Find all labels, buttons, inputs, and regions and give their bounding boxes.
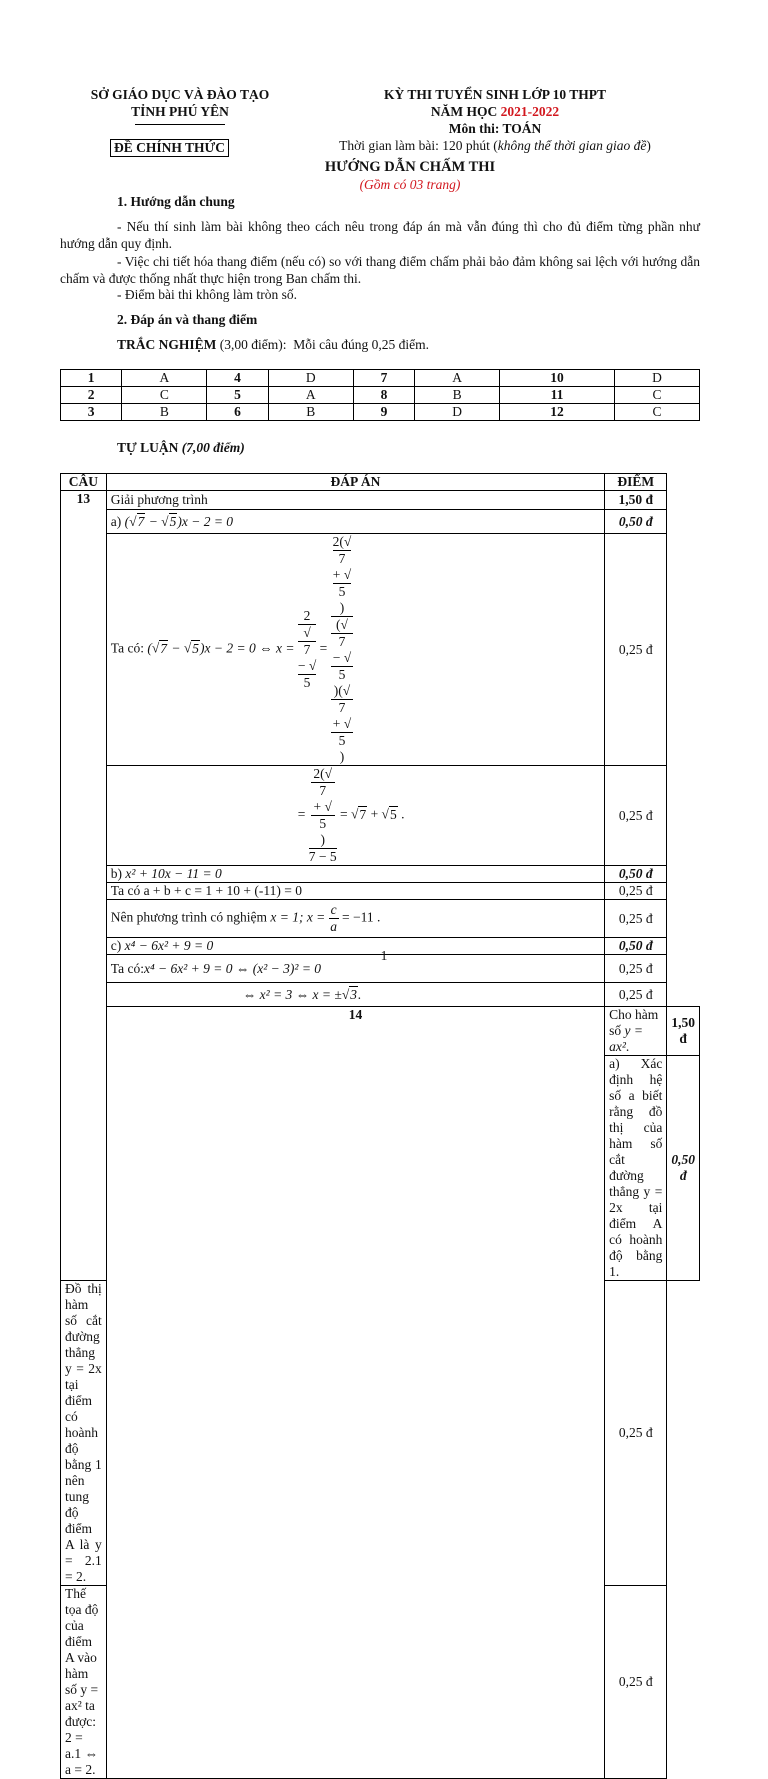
general-rule-3: - Điểm bài thi không làm tròn số. [117,287,297,302]
answers-heading: 2. Đáp án và thang điểm [117,312,258,327]
exam-title: KỲ THI TUYỂN SINH LỚP 10 THPT [383,87,607,102]
page-number: 1 [380,948,388,963]
table-row [61,1007,700,1056]
exam-time-note: không thể thời gian giao đề [497,138,647,153]
q13b-equation: b) x² + 10x − 11 = 0 [106,866,604,883]
exam-time [290,138,700,154]
mc-question-number: 3 [61,404,122,421]
table-row [61,534,700,766]
q13b-step-2-points: 0,25 đ [605,900,667,938]
question-13-number: 13 [61,491,107,1281]
q13c-step-1: Ta có:x⁴ − 6x² + 9 = 0 ⇔ (x² − 3)² = 0 [106,955,604,983]
mc-answer: C [122,387,207,404]
q14-points: 1,50 đ [667,1007,700,1056]
col-answer: ĐÁP ÁN [106,474,604,491]
table-row [61,866,700,883]
col-question: CÂU [61,474,107,491]
q13c-step-2-points: 0,25 đ [605,983,667,1007]
school-year-label: NĂM HỌC [430,104,498,119]
q14a-step-2: Thế tọa độ của điểm A vào hàm số y = ax² ta được: 2 = a.1 ⇔ a = 2. [61,1586,107,1779]
mc-question-number: 4 [207,370,268,387]
province-name: TỈNH PHÚ YÊN [131,104,229,119]
mc-answer-table [60,369,700,421]
mc-answer: A [415,370,500,387]
mc-question-number: 11 [500,387,615,404]
q14-title: Cho hàm số y = ax². [605,1007,667,1056]
mc-answer: C [614,404,699,421]
q13a-step-2-points: 0,25 đ [605,766,667,866]
essay-header-row [61,474,700,491]
essay-line [117,440,245,456]
col-points: ĐIỂM [605,474,667,491]
q13b-step-1: Ta có a + b + c = 1 + 10 + (-11) = 0 [106,883,604,900]
table-row [61,900,700,938]
school-year-value: 2021-2022 [500,104,560,119]
mc-row [61,370,700,387]
pages-note: (Gồm có 03 trang) [359,177,461,192]
q13c-points: 0,50 đ [605,938,667,955]
mc-question-number: 6 [207,404,268,421]
mc-question-number: 2 [61,387,122,404]
mc-answer: C [614,387,699,404]
mc-answer: B [268,404,353,421]
header-divider [135,124,225,125]
mc-question-number: 10 [500,370,615,387]
essay-answer-table [60,473,700,1779]
table-row [61,883,700,900]
q13a-step-1-points: 0,25 đ [605,534,667,766]
q13c-equation: c) x⁴ − 6x² + 9 = 0 [106,938,604,955]
exam-time-suffix: ) [646,138,651,153]
mc-row [61,404,700,421]
mc-row [61,387,700,404]
q13a-equation: a) (√7 − √5)x − 2 = 0 [106,510,604,534]
mc-answer: D [415,404,500,421]
essay-points: (7,00 điểm) [181,440,245,455]
guide-title: HƯỚNG DẪN CHẤM THI [324,159,496,175]
mc-line [117,337,429,353]
mc-answer: B [415,387,500,404]
mc-answer: D [614,370,699,387]
q14a-step-1-points: 0,25 đ [605,1281,667,1586]
question-14-number: 14 [106,1007,604,1779]
mc-points: (3,00 điểm): [219,337,287,352]
q13b-step-2: Nên phương trình có nghiệm x = 1; x = $\frac{c}{a}$ = −11 . [106,900,604,938]
q14a-points: 0,50 đ [667,1056,700,1281]
mc-answer: A [268,387,353,404]
subject: Môn thi: TOÁN [448,121,542,136]
mc-question-number: 8 [353,387,414,404]
general-rule-1: - Nếu thí sinh làm bài không theo cách nêu trong đáp án mà vẫn đúng thì cho đủ điểm từng phần như hướng dẫn quy định. [60,219,700,251]
school-year [330,104,660,120]
q14a-step-2-points: 0,25 đ [605,1586,667,1779]
table-row [61,766,700,866]
q13-title: Giải phương trình [106,491,604,510]
mc-question-number: 7 [353,370,414,387]
mc-answer: A [122,370,207,387]
q13b-points: 0,50 đ [605,866,667,883]
mc-question-number: 1 [61,370,122,387]
department-name: SỞ GIÁO DỤC VÀ ĐÀO TẠO [90,87,270,102]
mc-answer: D [268,370,353,387]
mc-question-number: 9 [353,404,414,421]
q13a-step-1: Ta có: (√7 − √5)x − 2 = 0 ⇔ x = 2 √ 7 − √ 5 = 2(√ 7 + √ 5 ) (√ 7 − √ 5 )(√ 7 + √ 5 ) [106,534,604,766]
q14a-question: a) Xác định hệ số a biết rằng đồ thị của hàm số cắt đường thẳng y = 2x tại điểm A có hoành độ bằng 1. [605,1056,667,1281]
q13-points: 1,50 đ [605,491,667,510]
q13b-step-1-points: 0,25 đ [605,883,667,900]
q13a-points: 0,50 đ [605,510,667,534]
mc-answer: B [122,404,207,421]
table-row [61,983,700,1007]
general-rule-2: - Việc chi tiết hóa thang điểm (nếu có) so với thang điểm chấm phải bảo đảm không sai lệch với hướng dẫn chấm và được thống nhất thực hiện trong Ban chấm thi. [60,254,700,286]
table-row [61,491,700,510]
mc-note: Mỗi câu đúng 0,25 điểm. [293,337,429,352]
q13c-step-1-points: 0,25 đ [605,955,667,983]
exam-time-prefix: Thời gian làm bài: 120 phút ( [339,138,498,153]
general-heading: 1. Hướng dẫn chung [117,194,235,209]
mc-question-number: 5 [207,387,268,404]
q13a-step-2: = 2(√ 7 + √ 5 ) 7 − 5 = √7 + √5 . [106,766,604,866]
q13c-step-2: ⇔ x² = 3 ⇔ x = ±√3. [106,983,604,1007]
mc-label: TRẮC NGHIỆM [117,337,217,352]
official-badge: ĐỀ CHÍNH THỨC [110,139,229,157]
q14a-step-1: Đồ thị hàm số cắt đường thẳng y = 2x tại điểm có hoành độ bằng 1 nên tung độ điểm A là y = 2.1 = 2. [61,1281,107,1586]
mc-question-number: 12 [500,404,615,421]
table-row [61,510,700,534]
essay-label: TỰ LUẬN [117,440,179,455]
